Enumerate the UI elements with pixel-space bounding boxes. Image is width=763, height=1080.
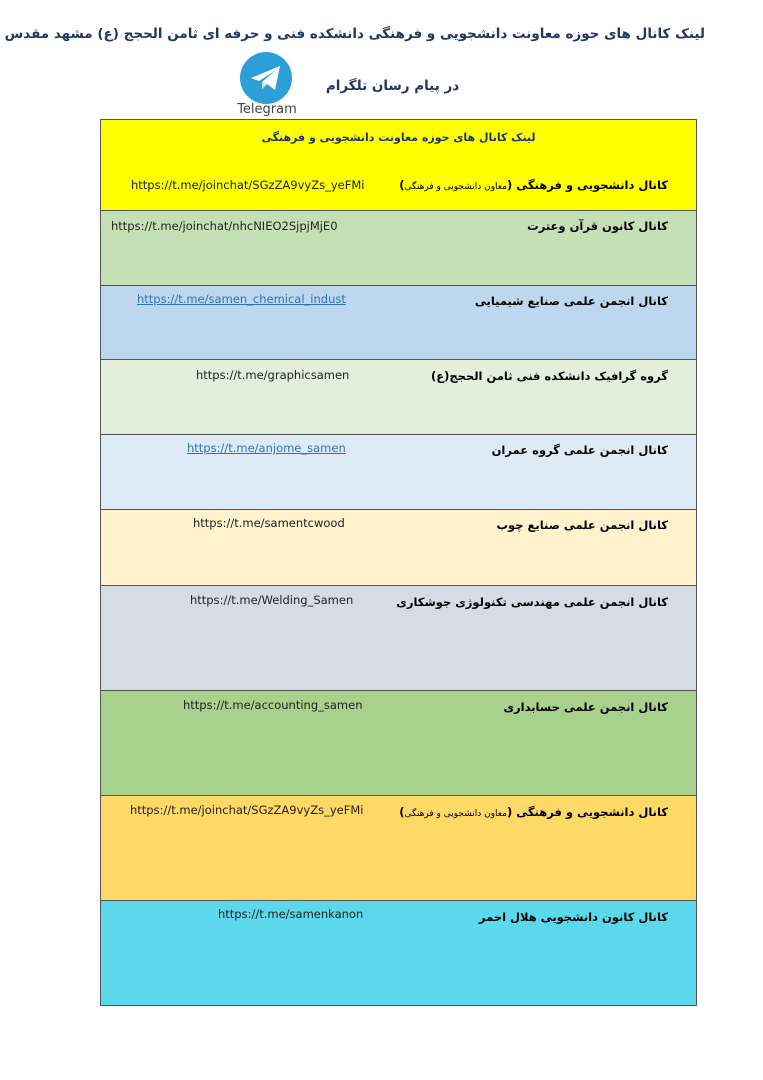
channel-name: کانال انجمن علمی گروه عمران (491, 443, 668, 457)
table-row (101, 211, 696, 286)
telegram-logo-text: Telegram (237, 102, 297, 117)
channel-name: گروه گرافیک دانشکده فنی ثامن الحجج(ع) (430, 369, 668, 383)
channel-name: کانال انجمن علمی صنایع چوب (496, 518, 668, 532)
table-header-row (101, 120, 696, 211)
channel-name: کانال انجمن علمی مهندسی تکنولوژی جوشکاری (396, 595, 668, 609)
channel-link[interactable]: https://t.me/joinchat/SGzZA9vyZs_yeFMi (131, 178, 365, 192)
channel-link[interactable]: https://t.me/joinchat/SGzZA9vyZs_yeFMi (130, 803, 364, 817)
table-title: لینک کانال های حوزه معاونت دانشجویی و فرهنگی (261, 131, 536, 144)
channel-link[interactable]: https://t.me/joinchat/nhcNIEO2SjpjMjE0 (111, 219, 338, 233)
channel-name: کانال کانون دانشجویی هلال احمر (478, 910, 668, 924)
channel-table (100, 119, 697, 1006)
channel-link[interactable]: https://t.me/samentcwood (193, 516, 345, 530)
channel-note: معاون دانشجویی و فرهنگی (404, 809, 507, 819)
table-row (101, 796, 696, 901)
channel-link[interactable]: https://t.me/anjome_samen (187, 441, 346, 455)
channel-name: کانال دانشجویی و فرهنگی (معاون دانشجویی و فرهنگی) (399, 805, 668, 819)
telegram-paper-plane-icon (240, 52, 292, 104)
channel-link[interactable]: https://t.me/accounting_samen (183, 698, 363, 712)
table-row (101, 510, 696, 586)
channel-name: کانال کانون قرآن وعترت (527, 219, 668, 233)
telegram-logo (229, 52, 305, 122)
channel-name: کانال انجمن علمی صنایع شیمیایی (474, 294, 668, 308)
document-title: لینک کانال های حوزه معاونت دانشجویی و فرهنگی دانشکده فنی و حرفه ای ثامن الحجج (ع) مشهد مقدس (4, 26, 705, 42)
table-row (101, 901, 696, 1005)
table-row (101, 360, 696, 435)
channel-note: معاون دانشجویی و فرهنگی (404, 182, 507, 192)
table-row (101, 691, 696, 796)
table-row (101, 286, 696, 360)
document-subtitle: در پیام رسان تلگرام (325, 78, 460, 94)
channel-link[interactable]: https://t.me/graphicsamen (196, 368, 350, 382)
channel-link[interactable]: https://t.me/samenkanon (218, 907, 364, 921)
table-row (101, 586, 696, 691)
channel-name: کانال انجمن علمی حسابداری (503, 700, 668, 714)
table-row (101, 435, 696, 510)
channel-name: کانال دانشجویی و فرهنگی (معاون دانشجویی و فرهنگی) (399, 178, 668, 192)
channel-link[interactable]: https://t.me/Welding_Samen (190, 593, 354, 607)
channel-link[interactable]: https://t.me/samen_chemical_indust (137, 292, 346, 306)
